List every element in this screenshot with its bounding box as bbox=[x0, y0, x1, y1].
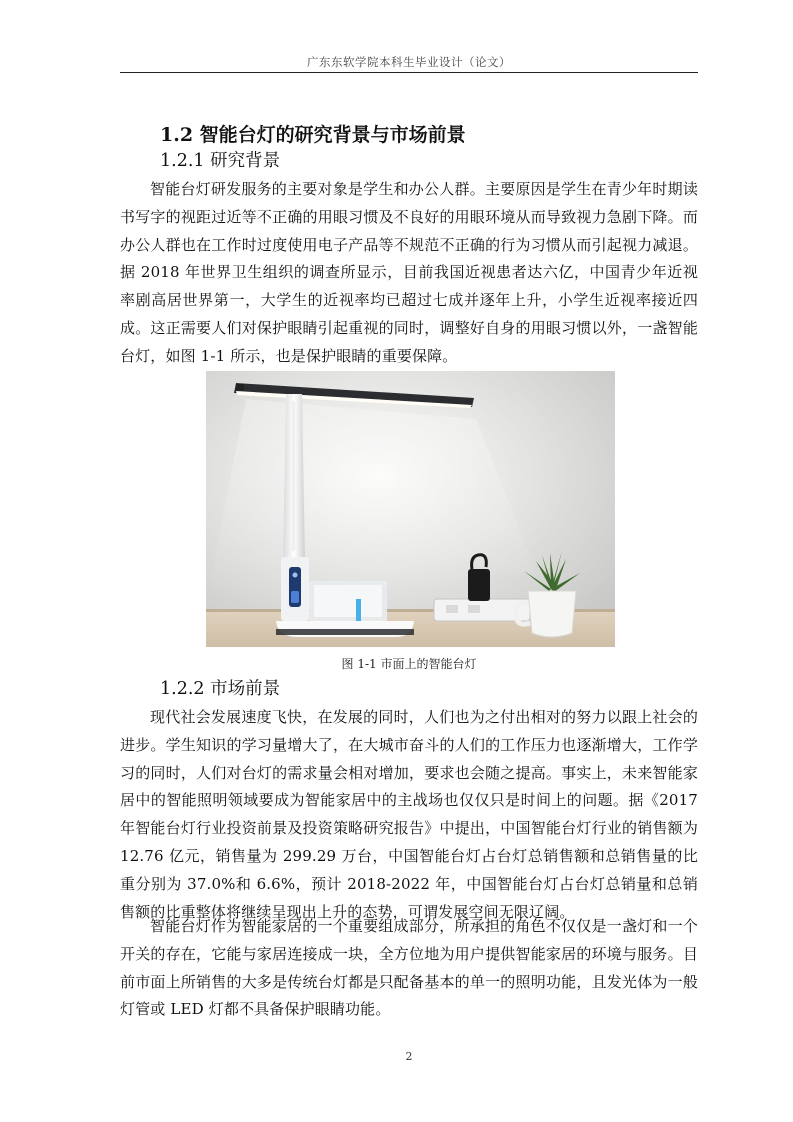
subsection-title-research-background: 1.2.1 研究背景 bbox=[160, 151, 281, 171]
figure-smart-desk-lamp bbox=[206, 371, 615, 647]
page-number: 2 bbox=[405, 1050, 413, 1063]
section-title: 1.2 智能台灯的研究背景与市场前景 bbox=[160, 124, 466, 146]
paragraph-research-background: 智能台灯研发服务的主要对象是学生和办公人群。主要原因是学生在青少年时期读书写字的视距过近等不正确的用眼习惯及不良好的用眼环境从而导致视力急剧下降。而办公人群也在工作时过度使用电子产品等不规范不正确的行为习惯从而引起视力减退。据 2018 年世界卫生组织的调查所显示，目前我国近视患者达六亿，中国青少年近视率剧高居世界第一，大学生的近视率均已超过七成并逐年上升，小学生近视率接近四成。这正需要人们对保护眼睛引起重视的同时，调整好自身的用眼习惯以外，一盏智能台灯，如图 1-1 所示，也是保护眼睛的重要保障。 bbox=[120, 180, 698, 365]
figure-caption: 图 1-1 市面上的智能台灯 bbox=[341, 657, 477, 671]
subsection-title-market-prospect: 1.2.2 市场前景 bbox=[160, 679, 281, 699]
desk-lamp-photo bbox=[206, 371, 615, 647]
paragraph-market-prospect-2: 智能台灯作为智能家居的一个重要组成部分，所承担的角色不仅仅是一盏灯和一个开关的存在，它能与家居连接成一块，全方位地为用户提供智能家居的环境与服务。目前市面上所销售的大多是传统台灯都是只配备基本的单一的照明功能，且发光体为一般灯管或 LED 灯都不具备保护眼睛功能。 bbox=[120, 917, 698, 1019]
paragraph-market-prospect-1: 现代社会发展速度飞快，在发展的同时，人们也为之付出相对的努力以跟上社会的进步。学生知识的学习量增大了，在大城市奋斗的人们的工作压力也逐渐增大，工作学习的同时，人们对台灯的需求量会相对增加，要求也会随之提高。事实上，未来智能家居中的智能照明领域要成为智能家居中的主战场也仅仅只是时间上的问题。据《2017 年智能台灯行业投资前景及投资策略研究报告》中提出，中国智能台灯行业的销售额为 12.76 亿元，销售量为 299.29 万台，中国智能台灯占台灯总销售额和总销售量的比重分别为 37.0%和 6.6%，预计 2018-2022 年，中国智能台灯占台灯总销量和总销售额的比重整体将继续呈现出上升的态势，可谓发展空间无限辽阔。 bbox=[120, 708, 698, 921]
running-header: 广东东软学院本科生毕业设计（论文） bbox=[307, 55, 511, 69]
header-rule bbox=[120, 72, 698, 73]
